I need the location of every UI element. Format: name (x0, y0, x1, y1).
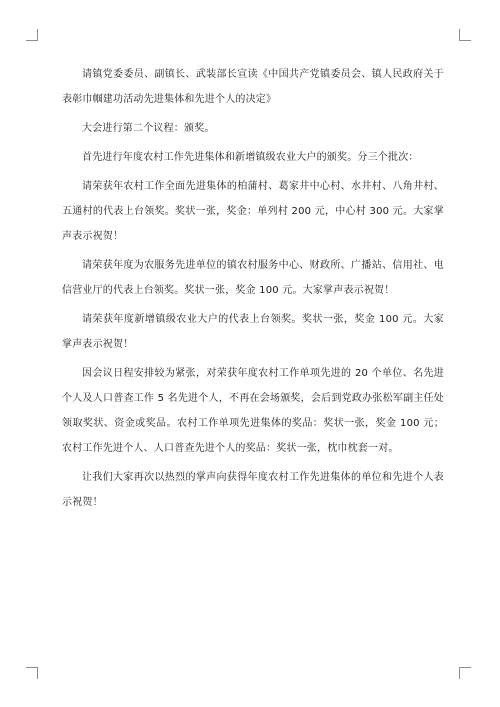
paragraph-award-batch-1: 请荣获年农村工作全面先进集体的柏蒲村、葛家井中心村、水井村、八角井村、五通村的代表上台领奖。奖状一张，奖金：单列村 200 元，中心村 300 元。大家掌声表示祝贺！ (62, 181, 444, 242)
document-body (62, 62, 444, 519)
paragraph-award-batch-3: 请荣获年度新增镇级农业大户的代表上台领奖。奖状一张，奖金 100 元。大家掌声表示祝贺！ (62, 314, 444, 350)
crop-mark-top-right (459, 29, 471, 41)
paragraph-agenda: 大会进行第二个议程：颁奖。 (82, 123, 215, 134)
paragraph-announcement: 请镇党委委员、副镇长、武装部长宣读《中国共产党镇委员会、镇人民政府关于表彰巾帼建功活动先进集体和先进个人的决定》 (62, 69, 444, 105)
crop-mark-bottom-right (459, 667, 471, 679)
paragraph-closing: 让我们大家再次以热烈的掌声向获得年度农村工作先进集体的单位和先进个人表示祝贺！ (62, 472, 444, 508)
crop-mark-bottom-left (26, 667, 38, 679)
paragraph-schedule-note: 因会议日程安排较为紧张，对荣获年度农村工作单项先进的 20 个单位、名先进个人及人口普查工作 5 名先进个人，不再在会场颁奖，会后到党政办张松军副主任处领取奖状、资金或奖品。农村工作单项先进集体的奖品：奖状一张，奖金 100 元；农村工作先进个人、人口普查先进个人的奖品：奖状一张，枕巾枕套一对。 (62, 368, 444, 454)
crop-mark-top-left (26, 29, 38, 41)
paragraph-award-intro: 首先进行年度农村工作先进集体和新增镇级农业大户的颁奖。分三个批次： (82, 152, 419, 163)
paragraph-award-batch-2: 请荣获年度为农服务先进单位的镇农村服务中心、财政所、广播站、信用社、电信营业厅的代表上台领奖。奖状一张，奖金 100 元。大家掌声表示祝贺！ (62, 260, 444, 296)
